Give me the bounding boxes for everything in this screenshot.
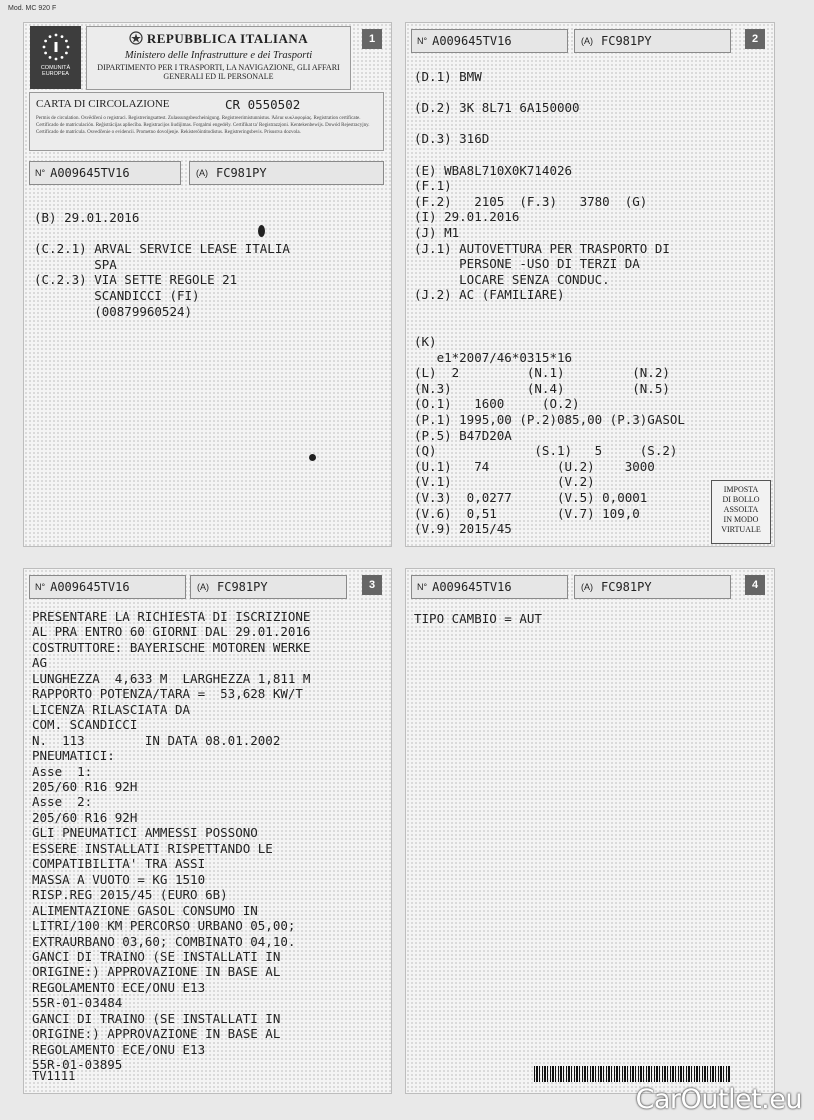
- field-line: e1*2007/46*0315*16: [414, 349, 573, 365]
- field-line: GANCI DI TRAINO (SE INSTALLATI IN: [32, 1010, 281, 1026]
- field-line: (V.3) 0,0277 (V.5) 0,0001: [414, 490, 648, 506]
- field-line: LICENZA RILASCIATA DA: [32, 701, 191, 717]
- field-line: REGOLAMENTO ECE/ONU E13: [32, 979, 206, 995]
- field-line: ESSERE INSTALLATI RISPETTANDO LE: [32, 840, 273, 856]
- field-line: (E) WBA8L710X0K714026: [414, 162, 573, 178]
- field-line: (B) 29.01.2016: [34, 210, 140, 225]
- ink-spot: [309, 454, 316, 461]
- panel-4: [405, 568, 775, 1094]
- plate-box: [574, 575, 731, 599]
- plate-box: [190, 575, 347, 599]
- panel-number: 3: [362, 575, 382, 595]
- field-line: COM. SCANDICCI: [32, 717, 138, 733]
- multilingual-fine-print: Permis de circulation. Osvědčení o registraci. Registreringsattest. Zulassungsbescheinigung. Registreerimistunnistus. Άδεια κυκλοφορίας. Registration certificate. Certificado de matriculación. Reģistrācijas apliecība. Registracijos liudijimas. Forgalmi engedély. Certifikat ta' Registrazzjoni. Kentekenbewijs. Dowód Rejestracyjny. Certificado de matrícula. Osvedčenie o evidencii. Prometno dovoljenje. Rekisteröintitodistus. Registreringsbevis. Prisustva dozvola.: [36, 116, 370, 135]
- field-line: REGOLAMENTO ECE/ONU E13: [32, 1041, 206, 1057]
- field-line: ORIGINE:) APPROVAZIONE IN BASE AL: [32, 964, 281, 980]
- field-line: SCANDICCI (FI): [34, 287, 200, 303]
- a-label: (A): [581, 36, 593, 46]
- field-line: (U.1) 74 (U.2) 3000: [414, 458, 655, 474]
- field-line: 205/60 R16 92H: [32, 809, 138, 825]
- field-line: LITRI/100 KM PERCORSO URBANO 05,00;: [32, 918, 296, 934]
- carta-label: CARTA DI CIRCOLAZIONE: [36, 98, 170, 110]
- a-label: (A): [581, 582, 593, 592]
- no-label: N°: [417, 582, 428, 592]
- form-model-label: Mod. MC 920 F: [8, 5, 57, 12]
- field-line: (K): [414, 334, 437, 350]
- document-number-box: [29, 161, 181, 185]
- ink-spot: [258, 225, 265, 237]
- document-number: A009645TV16: [50, 166, 130, 180]
- field-line: EXTRAURBANO 03,60; COMBINATO 04,10.: [32, 933, 296, 949]
- field-line: (V.1) (V.2): [414, 474, 595, 490]
- panel-1: [23, 22, 392, 547]
- a-label: (A): [196, 168, 208, 178]
- field-line: (D.1) BMW: [414, 69, 482, 84]
- document-number-box: [29, 575, 186, 599]
- a-label: (A): [197, 582, 209, 592]
- vehicle-fields: [414, 69, 685, 537]
- eu-stars-icon: [40, 31, 72, 63]
- no-label: N°: [35, 582, 46, 592]
- stamp-line: ASSOLTA: [723, 505, 759, 514]
- field-line: (V.9) 2015/45: [414, 521, 512, 537]
- field-line: (V.6) 0,51 (V.7) 109,0: [414, 505, 640, 521]
- field-line: (J) M1: [414, 224, 460, 240]
- holder-fields: [34, 210, 290, 319]
- plate-number: FC981PY: [217, 580, 268, 594]
- field-line: (O.1) 1600 (O.2): [414, 396, 580, 412]
- field-line: (Q) (S.1) 5 (S.2): [414, 443, 678, 459]
- field-line: (P.5) B47D20A: [414, 427, 512, 443]
- field-line: LOCARE SENZA CONDUC.: [414, 271, 610, 287]
- document-number: A009645TV16: [432, 580, 512, 594]
- panel-number: 1: [362, 29, 382, 49]
- field-line: ORIGINE:) APPROVAZIONE IN BASE AL: [32, 1026, 281, 1042]
- header-block: [86, 26, 351, 90]
- field-line: PERSONE -USO DI TERZI DA: [414, 256, 640, 272]
- field-line: PRESENTARE LA RICHIESTA DI ISCRIZIONE: [32, 609, 311, 624]
- plate-box: [189, 161, 384, 185]
- field-line: (C.2.3) VIA SETTE REGOLE 21: [34, 272, 238, 288]
- field-line: (D.2) 3K 8L71 6A150000: [414, 100, 580, 116]
- field-line: COSTRUTTORE: BAYERISCHE MOTOREN WERKE: [32, 639, 311, 655]
- header-dept: DIPARTIMENTO PER I TRASPORTI, LA NAVIGAZIONE, GLI AFFARI GENERALI ED IL PERSONALE: [97, 63, 340, 81]
- field-line: SPA: [34, 256, 117, 272]
- field-line: Asse 2:: [32, 794, 93, 810]
- field-line: (J.2) AC (FAMILIARE): [414, 287, 565, 303]
- virtual-stamp-duty-box: [711, 480, 771, 544]
- field-line: 55R-01-03895: [32, 1057, 123, 1073]
- field-line: RAPPORTO POTENZA/TARA = 53,628 KW/T: [32, 686, 303, 702]
- field-line: Asse 1:: [32, 763, 93, 779]
- header-title: REPUBBLICA ITALIANA: [146, 31, 309, 46]
- document-number: A009645TV16: [50, 580, 130, 594]
- field-line: GANCI DI TRAINO (SE INSTALLATI IN: [32, 948, 281, 964]
- field-line: 205/60 R16 92H: [32, 778, 138, 794]
- field-line: ALIMENTAZIONE GASOL CONSUMO IN: [32, 902, 258, 918]
- field-line: LUNGHEZZA 4,633 M LARGHEZZA 1,811 M: [32, 670, 311, 686]
- stamp-line: IMPOSTA: [723, 485, 759, 494]
- field-line: (L) 2 (N.1) (N.2): [414, 365, 670, 381]
- panel-2: [405, 22, 775, 547]
- header-ministry: Ministero delle Infrastrutture e dei Trasporti: [124, 50, 313, 61]
- field-line: RISP.REG 2015/45 (EURO 6B): [32, 887, 228, 903]
- panel-3: [23, 568, 392, 1094]
- field-line: 55R-01-03484: [32, 995, 123, 1011]
- field-line: (F.1): [414, 178, 452, 194]
- field-line: (F.2) 2105 (F.3) 3780 (G): [414, 193, 648, 209]
- stamp-line: IN MODO: [723, 515, 759, 524]
- field-line: (J.1) AUTOVETTURA PER TRASPORTO DI: [414, 240, 670, 256]
- document-number: A009645TV16: [432, 34, 512, 48]
- plate-number: FC981PY: [601, 580, 652, 594]
- field-line: COMPATIBILITA' TRA ASSI: [32, 856, 206, 872]
- field-line: (C.2.1) ARVAL SERVICE LEASE ITALIA: [34, 241, 290, 257]
- field-line: PNEUMATICI:: [32, 748, 115, 764]
- republic-emblem-icon: [129, 31, 143, 45]
- document-number-box: [411, 29, 568, 53]
- notes-fields: [32, 609, 310, 1073]
- field-line: AL PRA ENTRO 60 GIORNI DAL 29.01.2016: [32, 624, 311, 640]
- watermark: CarOutlet.eu: [635, 1084, 802, 1115]
- eu-label: COMUNITÀ EUROPEA: [40, 65, 71, 77]
- no-label: N°: [35, 168, 46, 178]
- panel-number: 2: [745, 29, 765, 49]
- plate-box: [574, 29, 731, 53]
- field-line: (D.3) 316D: [414, 131, 490, 147]
- panel-number: 4: [745, 575, 765, 595]
- plate-number: FC981PY: [601, 34, 652, 48]
- field-line: (I) 29.01.2016: [414, 209, 520, 225]
- field-line: GLI PNEUMATICI AMMESSI POSSONO: [32, 825, 258, 841]
- field-line: N. 113 IN DATA 08.01.2002: [32, 732, 281, 748]
- stamp-line: VIRTUALE: [721, 525, 761, 534]
- document-number-box: [411, 575, 568, 599]
- no-label: N°: [417, 36, 428, 46]
- gearbox-line: TIPO CAMBIO = AUT: [414, 611, 542, 626]
- field-line: (N.3) (N.4) (N.5): [414, 380, 670, 396]
- field-line: (P.1) 1995,00 (P.2)085,00 (P.3)GASOL: [414, 412, 685, 428]
- plate-number: FC981PY: [216, 166, 267, 180]
- carta-number: CR 0550502: [225, 97, 301, 112]
- field-line: MASSA A VUOTO = KG 1510: [32, 871, 206, 887]
- field-line: (00879960524): [34, 303, 193, 319]
- eu-flag: [30, 26, 81, 89]
- stamp-line: DI BOLLO: [722, 495, 760, 504]
- office-code: TV1111: [32, 1069, 76, 1083]
- barcode: [534, 1066, 730, 1082]
- carta-circolazione-row: [29, 92, 384, 151]
- field-line: AG: [32, 655, 48, 671]
